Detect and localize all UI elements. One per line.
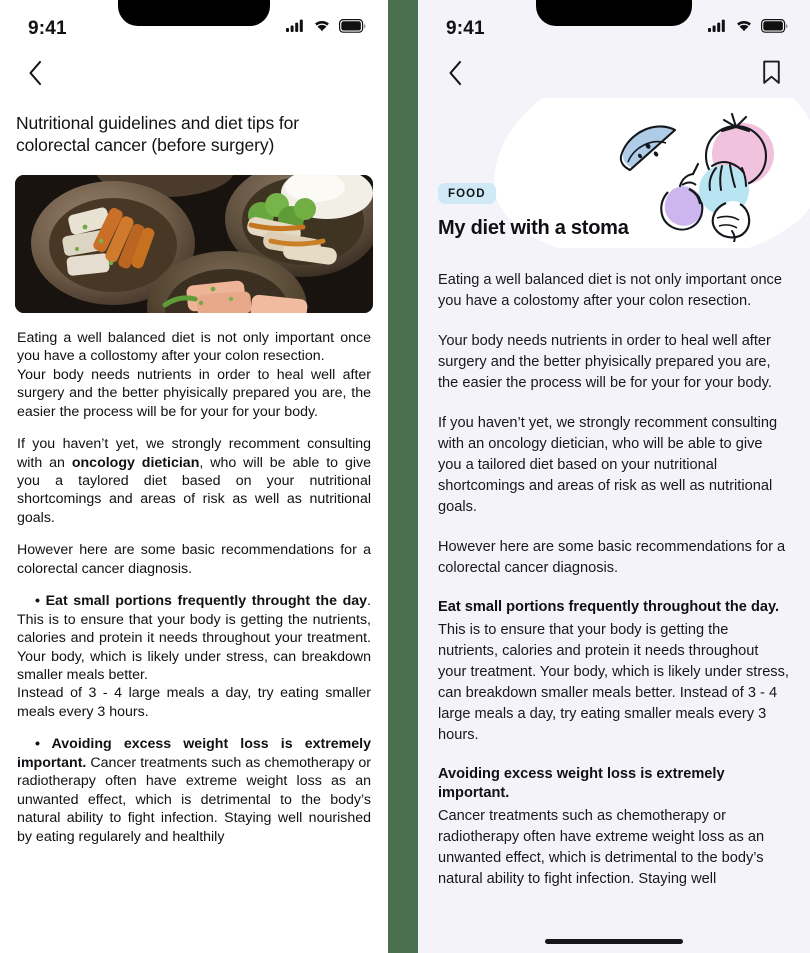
- hero-image: [15, 175, 373, 313]
- left-article-body: [0, 313, 388, 846]
- cellular-signal-icon: [286, 19, 305, 37]
- bold-term: oncology dietician: [71, 454, 200, 471]
- back-button[interactable]: [18, 58, 52, 92]
- chevron-left-icon: [447, 60, 464, 91]
- paragraph: Your body needs nutrients in order to heal well after surgery and the better phyisically prepared you are, the easier the process will be for your for your body.: [17, 366, 371, 420]
- cellular-signal-icon: [708, 19, 727, 37]
- paragraph: If you haven’t yet, we strongly recomment consulting with an oncology dietician, who will be able to give you a tailored diet based on your nutritional shortcomings and areas of risk as well as nutritional goals.: [438, 415, 778, 515]
- paragraph: Eating a well balanced diet is not only important once you have a colostomy after your colon resection.: [438, 272, 782, 309]
- paragraph-post: , who will be able to give you a taylored diet based on your nutritional shortcomings and areas of risk as well as nutritional goals.: [17, 454, 371, 526]
- home-indicator[interactable]: [545, 939, 683, 944]
- paragraph: However here are some basic recommendations for a colorectal cancer diagnosis.: [17, 542, 371, 577]
- left-status-bar: [0, 0, 388, 52]
- wifi-icon: [735, 19, 753, 37]
- bullet-item: [17, 592, 371, 684]
- section-body: Cancer treatments such as chemotherapy or radiotherapy often have extreme weight loss as an unwanted effect, which is detrimental to the body’s natural ability to fight infection. Staying well: [438, 807, 765, 887]
- wifi-icon: [313, 19, 331, 37]
- bookmark-icon: [762, 60, 781, 90]
- paragraph: However here are some basic recommendations for a colorectal cancer diagnosis.: [438, 539, 786, 576]
- bullet-lead: • Avoiding excess weight loss is extremely important.: [17, 736, 371, 771]
- paragraph-pre: If you haven’t yet, we strongly recomment consulting with an: [17, 436, 371, 471]
- spacer: [17, 578, 371, 592]
- status-time: 9:41: [28, 17, 67, 39]
- status-time: 9:41: [446, 17, 485, 39]
- radish-icon: [699, 162, 750, 242]
- bullet-body: . This is to ensure that your body is getting the nutrients, calories and protein it needs throughout your treatment. Your body, which is likely under stress, can breakdown smaller meals better.: [17, 593, 371, 684]
- page-title: My diet with a stoma: [438, 217, 629, 239]
- chevron-left-icon: [27, 60, 44, 91]
- eggplant-icon: [661, 164, 703, 230]
- article-hero: [418, 98, 810, 248]
- bullet-body: Cancer treatments such as chemotherapy or radiotherapy often have extreme weight loss as an unwanted effect, which is detrimental to the body’s natural ability to fight infection. Staying well nourished by eating regularely and healthily: [17, 754, 371, 845]
- watermelon-icon: [621, 126, 675, 170]
- paragraph: Eating a well balanced diet is not only important once you have a collostomy after your colon resection.: [17, 329, 371, 365]
- paragraph: Your body needs nutrients in order to heal well after surgery and the better phyisically prepared you are, the easier the process will be for your for your body.: [438, 333, 772, 391]
- page-title: Nutritional guidelines and diet tips for colorectal cancer (before surgery): [16, 113, 299, 156]
- right-article-body: [418, 248, 810, 890]
- right-phone-screen: [418, 0, 810, 953]
- bullet-extra: Instead of 3 - 4 large meals a day, try eating smaller meals every 3 hours.: [17, 685, 371, 720]
- spacer: [17, 527, 371, 541]
- right-nav-bar: [418, 52, 810, 98]
- section-heading: Avoiding excess weight loss is extremely important.: [438, 765, 725, 802]
- dynamic-island: [118, 0, 270, 26]
- bullet-item: [17, 735, 371, 846]
- battery-icon: [761, 19, 788, 38]
- right-status-bar: [418, 0, 810, 52]
- battery-icon: [339, 19, 366, 38]
- left-nav-bar: [0, 52, 388, 98]
- section-body: This is to ensure that your body is getting the nutrients, calories and protein it needs throughout your treatment. Your body, which is likely under stress, can breakdown smaller meals better. Instead of 3 - 4 large meals a day, try eating smaller meals every 3 hours.: [438, 621, 789, 743]
- category-badge-wrapper: [438, 183, 496, 204]
- spacer: [17, 421, 371, 435]
- paragraph-with-bold-term: [17, 435, 371, 527]
- bookmark-button[interactable]: [754, 58, 788, 92]
- bullet-lead: • Eat small portions frequently throught the day: [35, 593, 368, 610]
- panel-divider: [388, 0, 418, 953]
- food-photo-illustration: [15, 175, 373, 313]
- section-heading: Eat small portions frequently throughout the day.: [438, 599, 780, 615]
- status-indicators: [286, 15, 366, 38]
- spacer: [17, 721, 371, 735]
- status-indicators: [708, 15, 788, 38]
- back-button[interactable]: [438, 58, 472, 92]
- dynamic-island: [536, 0, 692, 26]
- vegetables-illustration: [616, 106, 796, 242]
- left-phone-screen: [0, 0, 388, 953]
- status-badge[interactable]: FOOD: [438, 183, 496, 204]
